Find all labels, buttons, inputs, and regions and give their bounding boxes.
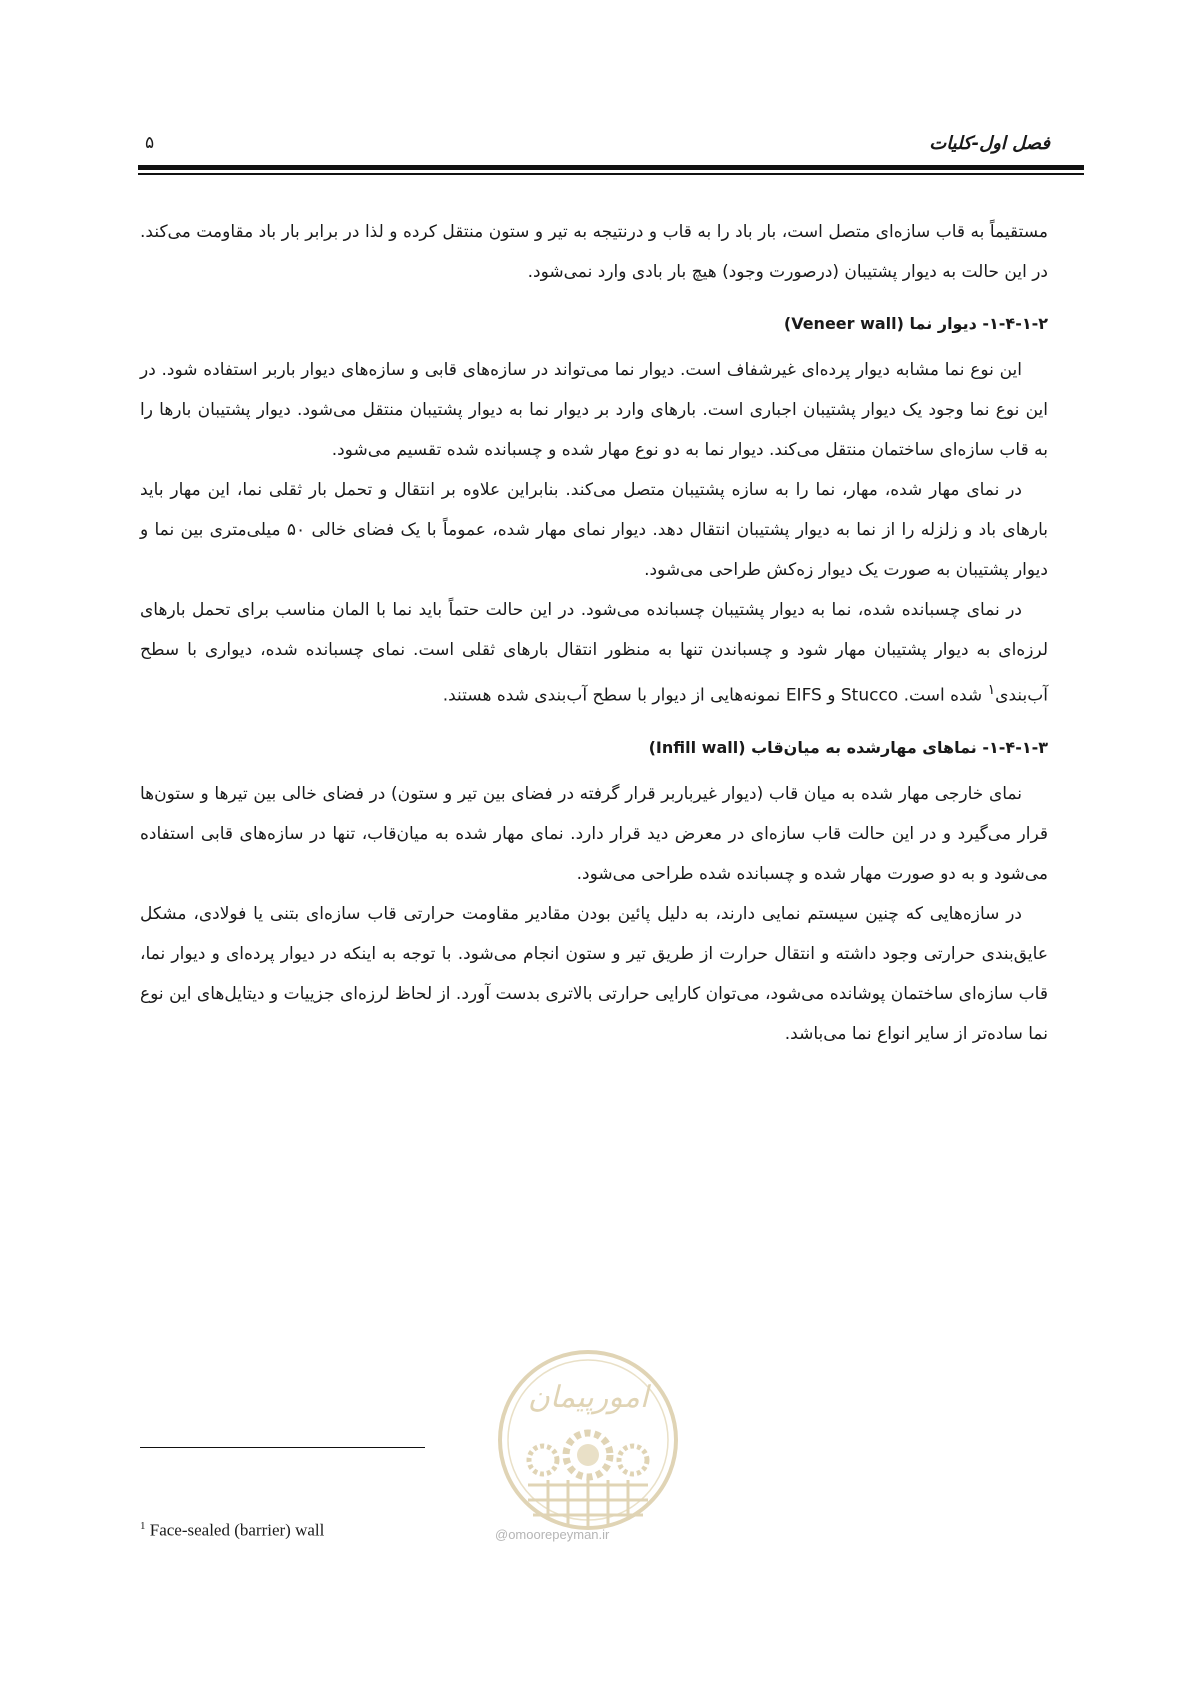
section-heading-veneer-wall: ۱-۴-۱-۲- دیوار نما (Veneer wall) (783, 314, 1048, 333)
page-number: ۵ (145, 133, 155, 153)
footnote-reference[interactable]: ۱ (987, 682, 996, 698)
paragraph-2: این نوع نما مشابه دیوار پرده‌ای غیرشفاف است. دیوار نما می‌تواند در سازه‌های قابی و سازه‌های دیوار باربر استفاده شود. در این نوع نما وجود یک دیوار پشتیبان اجباری است. بارهای وارد بر دیوار نما به دیوار پشتیبان منتقل می‌شود. دیوار پشتیبان بارها را به قاب سازه‌ای ساختمان منتقل می‌کند. دیوار نما به دو نوع مهار شده و چسبانده شده تقسیم می‌شود. (140, 360, 1048, 460)
paragraph-4-text-a: در نمای چسبانده شده، نما به دیوار پشتیبان چسبانده می‌شود. در این حالت حتماً باید نما با المان مناسب برای تحمل بارهای لرزه‌ای به دیوار پشتیبان مهار شود و چسباندن تنها به منظور انتقال بارهای ثقلی است. نمای چسبانده شده، دیواری با سطح آب‌بندی (140, 600, 1048, 706)
section-heading-infill-wall: ۱-۴-۱-۳- نماهای مهارشده به میان‌قاب (Infill wall) (648, 737, 1048, 757)
header-rule-thick (138, 165, 1084, 170)
paragraph-1: مستقیماً به قاب سازه‌ای متصل است، بار باد را به قاب و درنتیجه به تیر و ستون منتقل کرده و لذا در برابر بار باد مقاومت می‌کند. در این حالت به دیوار پشتیبان (درصورت وجود) هیچ بار بادی وارد نمی‌شود. (140, 222, 1048, 282)
footnote-text: Face-sealed (barrier) wall (149, 1520, 325, 1540)
footnote (140, 1520, 324, 1541)
paragraph-4-text-b: شده است. Stucco و EIFS نمونه‌هایی از دیوار با سطح آب‌بندی شده هستند. (442, 685, 988, 706)
page-body (140, 212, 1048, 1054)
paragraph-4 (140, 590, 1048, 716)
chapter-title: فصل اول-کلیات (929, 133, 1050, 154)
watermark-url: @omoorepeyman.ir (495, 1527, 610, 1542)
paragraph-6: در سازه‌هایی که چنین سیستم نمایی دارند، به دلیل پائین بودن مقادیر مقاومت حرارتی قاب سازه‌ای بتنی یا فولادی، مشکل عایق‌بندی حرارتی وجود داشته و انتقال حرارت از طریق تیر و ستون انجام می‌شود. با توجه به اینکه در دیوار پرده‌ای و دیوار نما، قاب سازه‌ای ساختمان پوشانده می‌شود، می‌توان کارایی حرارتی بالاتری بدست آورد. از لحاظ لرزه‌ای جزییات و دیتایل‌های این نوع نما ساده‌تر از سایر انواع نما می‌باشد. (140, 903, 1048, 1044)
paragraph-5: نمای خارجی مهار شده به میان قاب (دیوار غیرباربر قرار گرفته در فضای بین تیر و ستون) در فضای خالی بین تیرها و ستون‌ها قرار می‌گیرد و در این حالت قاب سازه‌ای در معرض دید قرار دارد. نمای مهار شده به میان‌قاب، تنها در سازه‌های قابی استفاده می‌شود و به دو صورت مهار شده و چسبانده شده طراحی می‌شود. (140, 783, 1048, 884)
paragraph-3: در نمای مهار شده، مهار، نما را به سازه پشتیبان متصل می‌کند. بنابراین علاوه بر انتقال و تحمل بار ثقلی نما، این مهار باید بارهای باد و زلزله را از نما به دیوار پشتیبان انتقال دهد. دیوار نمای مهار شده، عموماً با یک فضای خالی ۵۰ میلی‌متری بین نما و دیوار پشتیبان به صورت یک دیوار زه‌کش طراحی می‌شود. (140, 480, 1048, 580)
svg-text:امورپیمان: امورپیمان (527, 1380, 649, 1415)
footnote-separator (140, 1447, 425, 1448)
header-rule-thin (138, 173, 1084, 175)
footnote-number: 1 (140, 1520, 146, 1532)
